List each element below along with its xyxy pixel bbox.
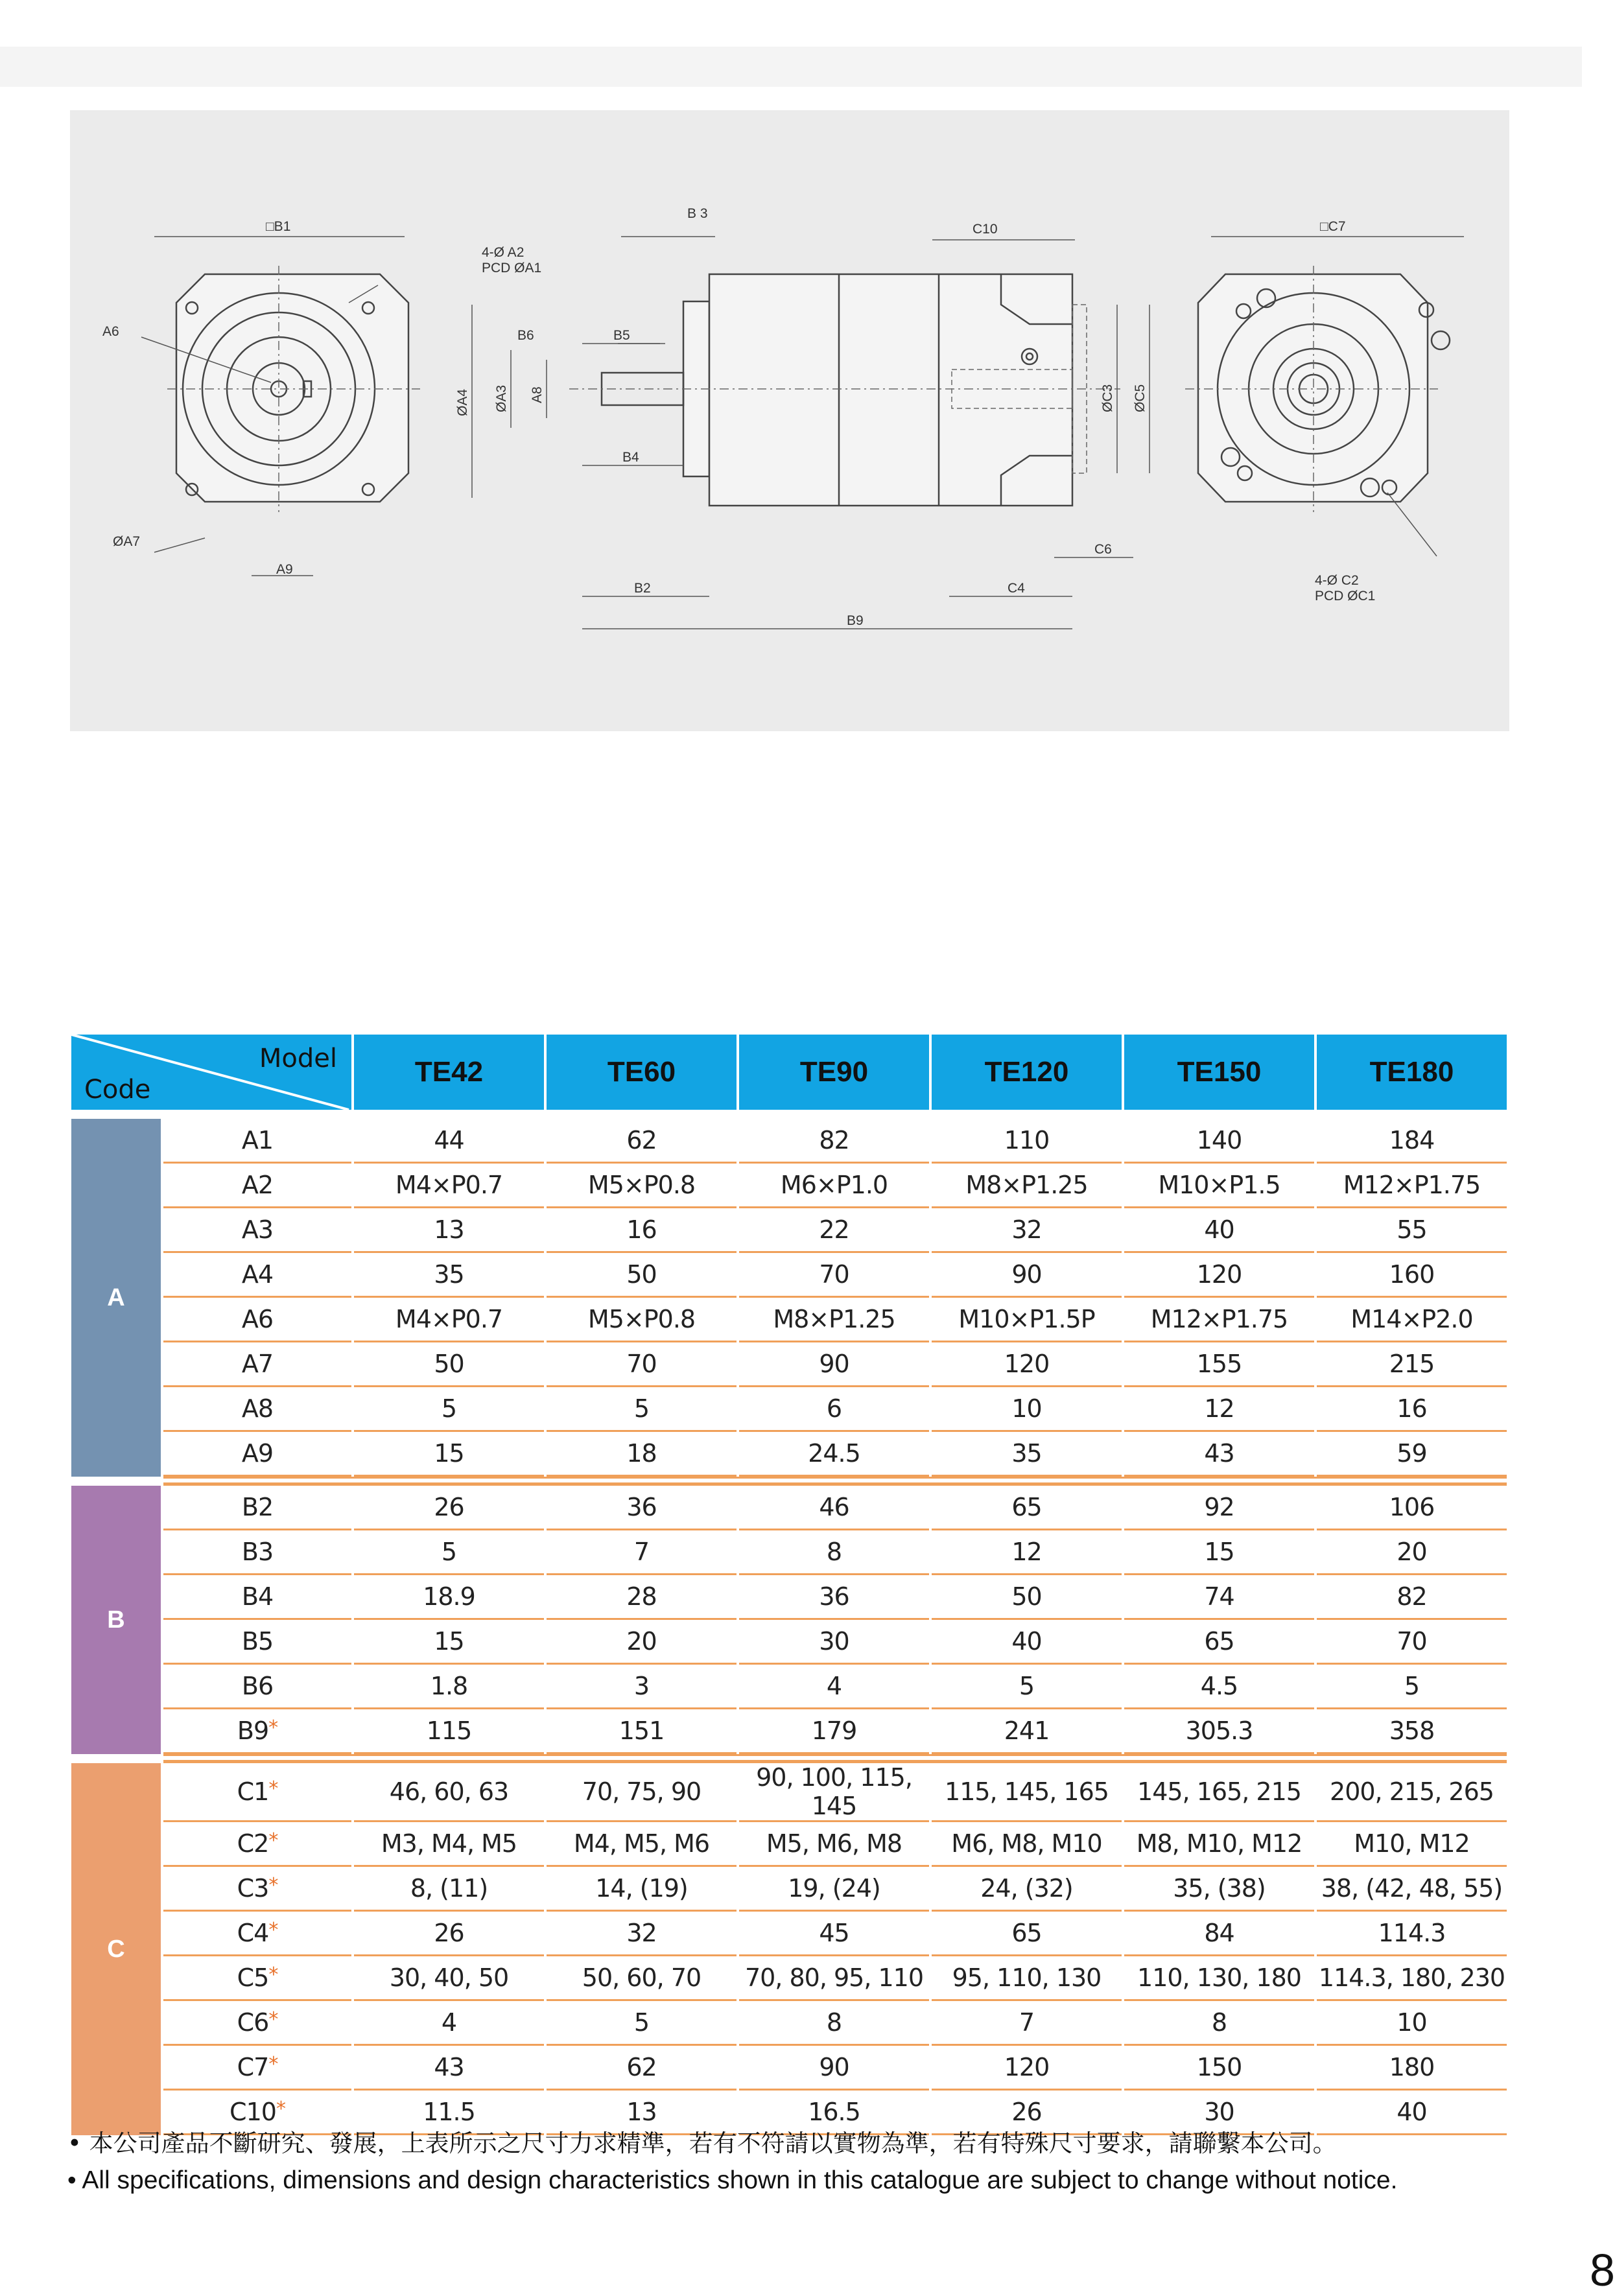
- value-cell: 110: [932, 1119, 1122, 1164]
- value-cell: 32: [547, 1912, 737, 1956]
- value-cell: M8×P1.25: [932, 1164, 1122, 1208]
- value-cell: 18.9: [354, 1575, 544, 1620]
- model-header: TE90: [739, 1035, 929, 1110]
- code-cell: [163, 1912, 351, 1956]
- value-cell: 7: [547, 1530, 737, 1575]
- value-cell: 50: [354, 1342, 544, 1387]
- code-cell: [163, 1530, 351, 1575]
- label-c3: ØC3: [1100, 384, 1115, 412]
- value-cell: 11.5: [354, 2091, 544, 2135]
- table-row: [71, 2046, 1507, 2091]
- code-label: A7: [241, 1350, 274, 1378]
- code-cell: [163, 1208, 351, 1253]
- note-english: • All specifications, dimensions and design characteristics shown in this catalogue are subject to change without notice.: [67, 2166, 1398, 2194]
- value-cell: 90: [932, 1253, 1122, 1298]
- label-b9: B9: [847, 613, 864, 628]
- value-cell: 84: [1124, 1912, 1314, 1956]
- label-a6: A6: [102, 324, 119, 339]
- value-cell: 32: [932, 1208, 1122, 1253]
- value-cell: 5: [932, 1665, 1122, 1709]
- value-cell: 46, 60, 63: [354, 1763, 544, 1822]
- label-a7: ØA7: [113, 534, 141, 549]
- label-b6: B6: [517, 328, 534, 343]
- code-label: C5: [237, 1963, 269, 1992]
- value-cell: 65: [1124, 1620, 1314, 1665]
- value-cell: 46: [739, 1486, 929, 1530]
- value-cell: M10×P1.5P: [932, 1298, 1122, 1342]
- value-cell: 40: [932, 1620, 1122, 1665]
- dimension-drawing: [70, 110, 1509, 731]
- asterisk-mark: *: [268, 2008, 278, 2031]
- table-header-row: [71, 1035, 1507, 1110]
- label-a2-line1: 4-Ø A2: [482, 245, 525, 260]
- page-number: 8: [1590, 2245, 1615, 2295]
- code-label: A3: [241, 1215, 274, 1244]
- value-cell: 215: [1317, 1342, 1507, 1387]
- label-a2-line2: PCD ØA1: [482, 261, 542, 275]
- value-cell: 35: [354, 1253, 544, 1298]
- value-cell: 15: [354, 1620, 544, 1665]
- value-cell: 22: [739, 1208, 929, 1253]
- code-cell: [163, 1342, 351, 1387]
- value-cell: 44: [354, 1119, 544, 1164]
- value-cell: 120: [932, 1342, 1122, 1387]
- asterisk-mark: *: [268, 1919, 278, 1941]
- header-band: [0, 47, 1582, 87]
- value-cell: 10: [932, 1387, 1122, 1432]
- table-row: [71, 1956, 1507, 2001]
- value-cell: 20: [1317, 1530, 1507, 1575]
- code-cell: [163, 1763, 351, 1822]
- value-cell: 36: [739, 1575, 929, 1620]
- code-cell: [163, 1486, 351, 1530]
- value-cell: 74: [1124, 1575, 1314, 1620]
- corner-code-label: Code: [84, 1075, 151, 1105]
- value-cell: 5: [547, 1387, 737, 1432]
- value-cell: 40: [1317, 2091, 1507, 2135]
- table-row: [71, 1912, 1507, 1956]
- value-cell: M14×P2.0: [1317, 1298, 1507, 1342]
- value-cell: 90, 100, 115, 145: [739, 1763, 929, 1822]
- value-cell: 114.3, 180, 230: [1317, 1956, 1507, 2001]
- value-cell: 115, 145, 165: [932, 1763, 1122, 1822]
- label-b3: B 3: [687, 206, 708, 221]
- code-cell: [163, 1956, 351, 2001]
- value-cell: 16.5: [739, 2091, 929, 2135]
- group-label: C: [71, 1763, 161, 2135]
- value-cell: 16: [1317, 1387, 1507, 1432]
- value-cell: 16: [547, 1208, 737, 1253]
- value-cell: 5: [354, 1387, 544, 1432]
- value-cell: 26: [932, 2091, 1122, 2135]
- value-cell: 1.8: [354, 1665, 544, 1709]
- table-row: [71, 1119, 1507, 1164]
- label-a8: A8: [530, 386, 545, 403]
- value-cell: M12×P1.75: [1124, 1298, 1314, 1342]
- model-header: TE42: [354, 1035, 544, 1110]
- code-label: B3: [241, 1538, 274, 1566]
- value-cell: 50: [932, 1575, 1122, 1620]
- value-cell: 179: [739, 1709, 929, 1754]
- code-cell: [163, 1298, 351, 1342]
- value-cell: M10, M12: [1317, 1822, 1507, 1867]
- table-row: [71, 1486, 1507, 1530]
- table-row: [71, 1867, 1507, 1912]
- value-cell: 90: [739, 2046, 929, 2091]
- value-cell: 305.3: [1124, 1709, 1314, 1754]
- label-b5: B5: [613, 328, 630, 343]
- spec-table: [69, 1035, 1509, 2135]
- value-cell: 43: [354, 2046, 544, 2091]
- table-row: [71, 1530, 1507, 1575]
- value-cell: 8, (11): [354, 1867, 544, 1912]
- value-cell: 70, 80, 95, 110: [739, 1956, 929, 2001]
- code-label: A2: [241, 1171, 274, 1199]
- value-cell: M4×P0.7: [354, 1164, 544, 1208]
- value-cell: 120: [1124, 1253, 1314, 1298]
- value-cell: 4: [354, 2001, 544, 2046]
- table-row: [71, 1665, 1507, 1709]
- value-cell: 4: [739, 1665, 929, 1709]
- drawing-svg: [70, 110, 1509, 731]
- code-label: C7: [237, 2053, 269, 2081]
- label-c4: C4: [1008, 581, 1025, 596]
- value-cell: M4×P0.7: [354, 1298, 544, 1342]
- value-cell: 50, 60, 70: [547, 1956, 737, 2001]
- value-cell: 30, 40, 50: [354, 1956, 544, 2001]
- value-cell: 30: [1124, 2091, 1314, 2135]
- spacer-cell: [71, 1477, 161, 1486]
- value-cell: 114.3: [1317, 1912, 1507, 1956]
- label-a9: A9: [276, 562, 293, 577]
- spacer-cell: [163, 1110, 1507, 1119]
- value-cell: M8, M10, M12: [1124, 1822, 1314, 1867]
- value-cell: 358: [1317, 1709, 1507, 1754]
- label-c10: C10: [973, 222, 998, 237]
- table-row: [71, 2001, 1507, 2046]
- code-cell: [163, 1253, 351, 1298]
- value-cell: 8: [739, 2001, 929, 2046]
- code-cell: [163, 1432, 351, 1477]
- code-label: C3: [237, 1874, 269, 1903]
- label-b2: B2: [634, 581, 651, 596]
- value-cell: 10: [1317, 2001, 1507, 2046]
- value-cell: 35: [932, 1432, 1122, 1477]
- label-c5: ØC5: [1133, 384, 1148, 412]
- value-cell: 7: [932, 2001, 1122, 2046]
- value-cell: M4, M5, M6: [547, 1822, 737, 1867]
- value-cell: M5×P0.8: [547, 1298, 737, 1342]
- value-cell: 4.5: [1124, 1665, 1314, 1709]
- value-cell: 15: [354, 1432, 544, 1477]
- value-cell: 38, (42, 48, 55): [1317, 1867, 1507, 1912]
- value-cell: 13: [547, 2091, 737, 2135]
- value-cell: 62: [547, 2046, 737, 2091]
- table-row: [71, 1342, 1507, 1387]
- code-cell: [163, 1709, 351, 1754]
- code-cell: [163, 1119, 351, 1164]
- asterisk-mark: *: [268, 1716, 278, 1739]
- value-cell: 62: [547, 1119, 737, 1164]
- code-cell: [163, 1387, 351, 1432]
- value-cell: M5×P0.8: [547, 1164, 737, 1208]
- value-cell: 30: [739, 1620, 929, 1665]
- code-label: C10: [230, 2098, 276, 2126]
- code-cell: [163, 1665, 351, 1709]
- group-spacer: [71, 1477, 1507, 1486]
- value-cell: 155: [1124, 1342, 1314, 1387]
- table-row: [71, 1387, 1507, 1432]
- group-label: B: [71, 1486, 161, 1754]
- value-cell: 3: [547, 1665, 737, 1709]
- value-cell: 200, 215, 265: [1317, 1763, 1507, 1822]
- table-row: [71, 1298, 1507, 1342]
- value-cell: 120: [932, 2046, 1122, 2091]
- value-cell: 145, 165, 215: [1124, 1763, 1314, 1822]
- code-label: C2: [237, 1829, 269, 1858]
- value-cell: 8: [739, 1530, 929, 1575]
- value-cell: 19, (24): [739, 1867, 929, 1912]
- asterisk-mark: *: [268, 2053, 278, 2076]
- model-header: TE60: [547, 1035, 737, 1110]
- note-chinese: • 本公司產品不斷研究、發展，上表所示之尺寸力求精準，若有不符請以實物為準，若有特殊尺寸要求，請聯繫本公司。: [67, 2129, 1337, 2157]
- label-a3: ØA3: [494, 384, 509, 412]
- value-cell: 160: [1317, 1253, 1507, 1298]
- value-cell: M12×P1.75: [1317, 1164, 1507, 1208]
- value-cell: 24.5: [739, 1432, 929, 1477]
- value-cell: 15: [1124, 1530, 1314, 1575]
- code-label: A9: [241, 1439, 274, 1468]
- value-cell: M8×P1.25: [739, 1298, 929, 1342]
- value-cell: 70: [1317, 1620, 1507, 1665]
- asterisk-mark: *: [276, 2098, 285, 2120]
- value-cell: 50: [547, 1253, 737, 1298]
- code-label: B5: [241, 1627, 274, 1656]
- code-cell: [163, 1575, 351, 1620]
- asterisk-mark: *: [268, 1963, 278, 1986]
- value-cell: 12: [1124, 1387, 1314, 1432]
- value-cell: 8: [1124, 2001, 1314, 2046]
- table-row: [71, 1253, 1507, 1298]
- code-label: A6: [241, 1305, 274, 1333]
- value-cell: 241: [932, 1709, 1122, 1754]
- code-cell: [163, 1620, 351, 1665]
- value-cell: 40: [1124, 1208, 1314, 1253]
- table-row: [71, 1432, 1507, 1477]
- value-cell: 5: [1317, 1665, 1507, 1709]
- value-cell: M6×P1.0: [739, 1164, 929, 1208]
- value-cell: 20: [547, 1620, 737, 1665]
- value-cell: 110, 130, 180: [1124, 1956, 1314, 2001]
- table-row: [71, 1164, 1507, 1208]
- value-cell: 184: [1317, 1119, 1507, 1164]
- value-cell: 5: [354, 1530, 544, 1575]
- code-label: C1: [237, 1777, 269, 1806]
- code-label: A1: [241, 1126, 274, 1154]
- value-cell: 106: [1317, 1486, 1507, 1530]
- value-cell: 92: [1124, 1486, 1314, 1530]
- group-spacer: [71, 1110, 1507, 1119]
- spacer-cell: [71, 1754, 161, 1763]
- code-cell: [163, 2001, 351, 2046]
- value-cell: 24, (32): [932, 1867, 1122, 1912]
- value-cell: 6: [739, 1387, 929, 1432]
- code-label: A8: [241, 1394, 274, 1423]
- value-cell: 26: [354, 1912, 544, 1956]
- group-label: A: [71, 1119, 161, 1477]
- value-cell: 18: [547, 1432, 737, 1477]
- value-cell: M10×P1.5: [1124, 1164, 1314, 1208]
- value-cell: 95, 110, 130: [932, 1956, 1122, 2001]
- value-cell: M6, M8, M10: [932, 1822, 1122, 1867]
- value-cell: 12: [932, 1530, 1122, 1575]
- asterisk-mark: *: [268, 1829, 278, 1852]
- label-a4: ØA4: [455, 388, 470, 416]
- label-c2-line2: PCD ØC1: [1315, 589, 1376, 603]
- code-label: C4: [237, 1919, 269, 1947]
- code-label: C6: [237, 2008, 269, 2037]
- code-cell: [163, 1867, 351, 1912]
- table-row: [71, 1822, 1507, 1867]
- table-row: [71, 1575, 1507, 1620]
- table-row: [71, 1208, 1507, 1253]
- group-spacer: [71, 1754, 1507, 1763]
- code-cell: [163, 1164, 351, 1208]
- value-cell: 14, (19): [547, 1867, 737, 1912]
- value-cell: 59: [1317, 1432, 1507, 1477]
- code-label: B6: [241, 1672, 274, 1700]
- label-b1: □B1: [266, 219, 291, 234]
- spacer-cell: [163, 1754, 1507, 1763]
- value-cell: 180: [1317, 2046, 1507, 2091]
- table-row: [71, 1709, 1507, 1754]
- value-cell: 5: [547, 2001, 737, 2046]
- label-c6: C6: [1094, 542, 1112, 557]
- table-row: [71, 1763, 1507, 1822]
- code-label: B4: [241, 1582, 274, 1611]
- value-cell: 65: [932, 1912, 1122, 1956]
- value-cell: 115: [354, 1709, 544, 1754]
- model-header: TE180: [1317, 1035, 1507, 1110]
- value-cell: 65: [932, 1486, 1122, 1530]
- model-header: TE120: [932, 1035, 1122, 1110]
- label-c2-line1: 4-Ø C2: [1315, 573, 1359, 588]
- value-cell: 36: [547, 1486, 737, 1530]
- model-header: TE150: [1124, 1035, 1314, 1110]
- spacer-cell: [71, 1110, 161, 1119]
- value-cell: 151: [547, 1709, 737, 1754]
- value-cell: M3, M4, M5: [354, 1822, 544, 1867]
- value-cell: 140: [1124, 1119, 1314, 1164]
- table-corner: [71, 1035, 351, 1110]
- asterisk-mark: *: [268, 1777, 278, 1800]
- code-cell: [163, 2046, 351, 2091]
- value-cell: 70: [739, 1253, 929, 1298]
- value-cell: 43: [1124, 1432, 1314, 1477]
- value-cell: 82: [1317, 1575, 1507, 1620]
- value-cell: 55: [1317, 1208, 1507, 1253]
- value-cell: 90: [739, 1342, 929, 1387]
- value-cell: 28: [547, 1575, 737, 1620]
- value-cell: 82: [739, 1119, 929, 1164]
- asterisk-mark: *: [268, 1874, 278, 1897]
- code-label: B9: [237, 1716, 269, 1745]
- value-cell: 70, 75, 90: [547, 1763, 737, 1822]
- code-cell: [163, 1822, 351, 1867]
- spacer-cell: [163, 1477, 1507, 1486]
- value-cell: 13: [354, 1208, 544, 1253]
- value-cell: 26: [354, 1486, 544, 1530]
- table-row: [71, 1620, 1507, 1665]
- label-b4: B4: [622, 450, 639, 465]
- code-label: A4: [241, 1260, 274, 1289]
- value-cell: 150: [1124, 2046, 1314, 2091]
- corner-model-label: Model: [259, 1044, 337, 1073]
- value-cell: 35, (38): [1124, 1867, 1314, 1912]
- value-cell: M5, M6, M8: [739, 1822, 929, 1867]
- code-label: B2: [241, 1493, 274, 1521]
- value-cell: 45: [739, 1912, 929, 1956]
- value-cell: 70: [547, 1342, 737, 1387]
- label-c7: □C7: [1320, 219, 1346, 234]
